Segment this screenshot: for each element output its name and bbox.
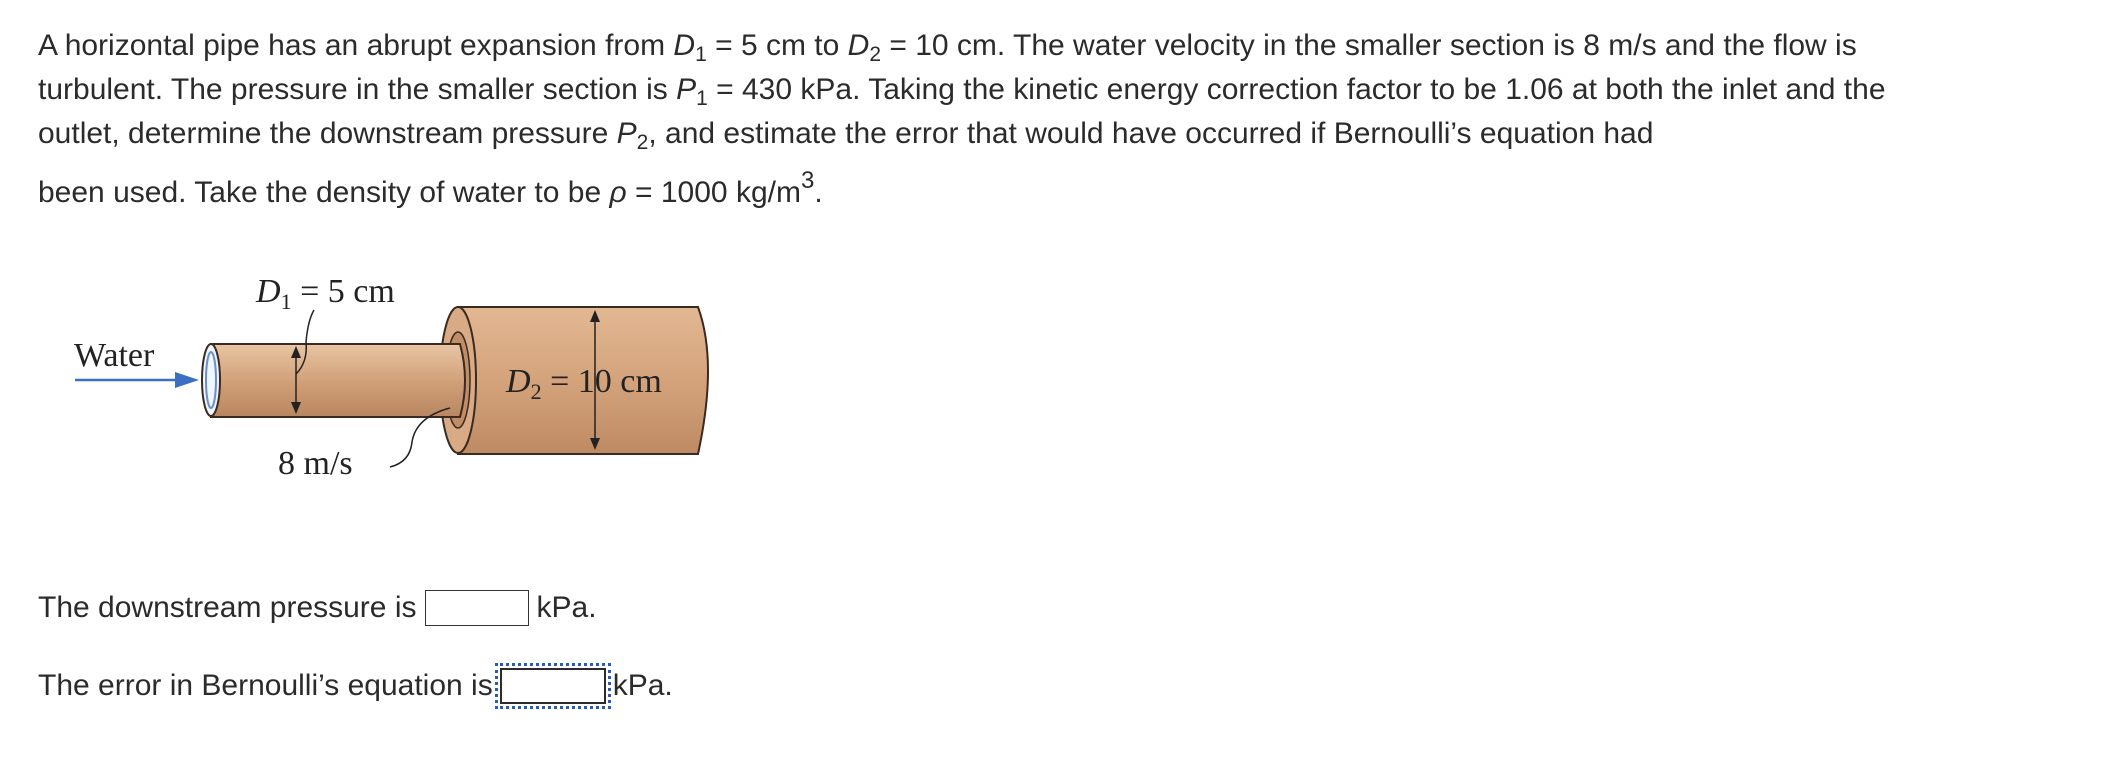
small-pipe-inlet (202, 344, 220, 416)
small-pipe (211, 344, 465, 417)
pressure-question-label: The downstream pressure is (38, 591, 417, 624)
problem-last-line (38, 167, 1958, 215)
problem-text: been used. Take the density of water to be (38, 176, 610, 209)
symbol-d2: D (847, 29, 870, 62)
subscript: 1 (695, 43, 707, 66)
problem-text: , and estimate the error that would have occurred if Bernoulli’s equation had (648, 117, 1654, 150)
pipe-figure (60, 262, 740, 512)
d2-label: $D_2 = 10$ cm (506, 363, 662, 404)
problem-text: = 5 cm to (706, 29, 848, 62)
symbol-d1: D (673, 29, 696, 62)
downstream-pressure-input[interactable] (425, 590, 529, 626)
answer-row-pressure (38, 588, 597, 628)
subscript: 2 (636, 131, 649, 154)
problem-text: = 430 kPa. Taking the kinetic energy correction factor to be 1.06 at both the inlet and the outlet, determine the downstream pressure (38, 73, 1886, 150)
problem-text: A horizontal pipe has an abrupt expansion from (38, 29, 674, 62)
problem-text: = 1000 kg/m (626, 176, 801, 209)
error-unit-label: kPa. (612, 669, 673, 702)
problem-statement (38, 24, 1958, 215)
symbol-p2: P (616, 117, 637, 150)
error-question-label: The error in Bernoulli’s equation is (38, 669, 493, 702)
pipe-diagram (60, 262, 740, 512)
pressure-unit-label: kPa. (536, 591, 597, 624)
water-label: Water (74, 337, 155, 374)
subscript: 1 (696, 87, 708, 110)
d1-label: $D_1 = 5$ cm (256, 273, 395, 314)
symbol-rho: ρ (609, 176, 627, 209)
problem-text: = 10 cm. The water velocity in the smaller section is 8 m/s and the flow is turbulent. The pressure in the smaller section is (38, 29, 1857, 106)
arrow-head-icon (175, 372, 199, 388)
bernoulli-error-input[interactable] (500, 668, 606, 704)
superscript: 3 (800, 167, 815, 194)
focused-input-outline (495, 663, 611, 709)
velocity-label: 8 m/s (278, 445, 353, 482)
problem-text: . (814, 176, 823, 209)
symbol-p1: P (676, 73, 697, 106)
subscript: 2 (869, 43, 882, 66)
answer-row-error (38, 663, 673, 709)
